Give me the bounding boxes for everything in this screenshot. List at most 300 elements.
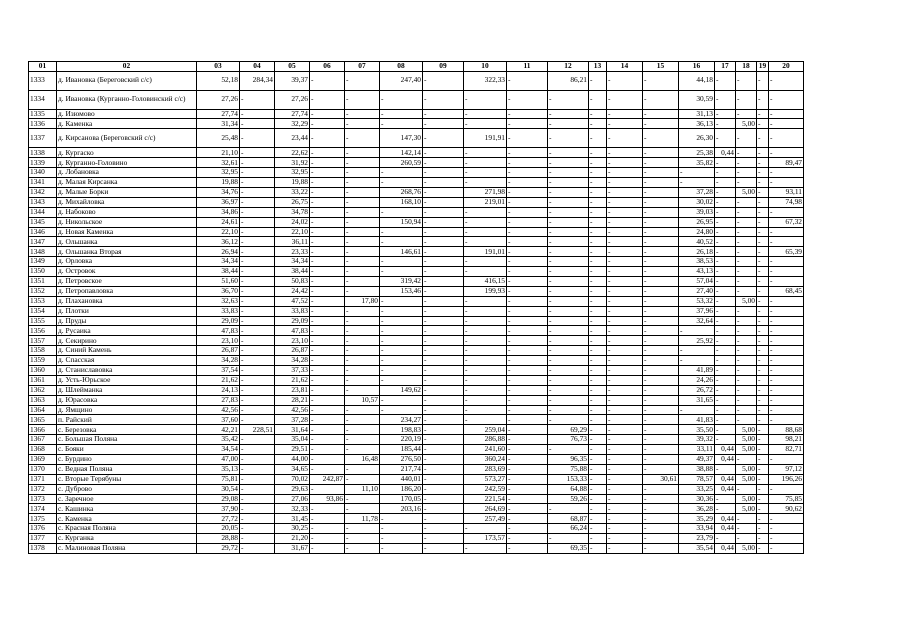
- value-cell: -: [643, 247, 679, 257]
- value-cell: 22,10: [197, 227, 240, 237]
- value-cell: -: [310, 296, 345, 306]
- value-cell: 35,13: [197, 464, 240, 474]
- value-cell: -: [589, 464, 607, 474]
- settlement-name-cell: д. Синий Камень: [57, 346, 197, 356]
- value-cell: -: [310, 207, 345, 217]
- value-cell: 75,88: [548, 464, 589, 474]
- value-cell: -: [423, 425, 464, 435]
- value-cell: 25,48: [197, 129, 240, 148]
- value-cell: 283,69: [464, 464, 507, 474]
- value-cell: -: [643, 435, 679, 445]
- value-cell: -: [607, 119, 643, 129]
- value-cell: 35,04: [275, 435, 310, 445]
- value-cell: -: [643, 306, 679, 316]
- value-cell: 21,62: [197, 375, 240, 385]
- row-number-cell: 1345: [29, 217, 57, 227]
- value-cell: 16,48: [345, 454, 380, 464]
- value-cell: -: [423, 247, 464, 257]
- row-number-cell: 1343: [29, 197, 57, 207]
- value-cell: -: [769, 514, 804, 524]
- value-cell: -: [643, 187, 679, 197]
- settlement-name-cell: с. Бояки: [57, 445, 197, 455]
- table-row: [29, 296, 804, 306]
- value-cell: -: [240, 544, 275, 554]
- row-number-cell: 1340: [29, 168, 57, 178]
- value-cell: -: [345, 119, 380, 129]
- value-cell: -: [507, 237, 548, 247]
- value-cell: -: [715, 504, 736, 514]
- value-cell: -: [380, 168, 423, 178]
- value-cell: 5,00: [736, 119, 757, 129]
- value-cell: -: [548, 148, 589, 158]
- value-cell: -: [345, 168, 380, 178]
- value-cell: 319,42: [380, 276, 423, 286]
- value-cell: -: [769, 484, 804, 494]
- value-cell: -: [589, 326, 607, 336]
- value-cell: 43,13: [679, 267, 715, 277]
- value-cell: -: [715, 425, 736, 435]
- value-cell: 247,40: [380, 71, 423, 90]
- value-cell: -: [757, 267, 769, 277]
- value-cell: -: [345, 504, 380, 514]
- value-cell: -: [464, 544, 507, 554]
- value-cell: -: [589, 129, 607, 148]
- value-cell: 82,71: [769, 445, 804, 455]
- value-cell: -: [757, 524, 769, 534]
- value-cell: 32,64: [679, 316, 715, 326]
- value-cell: -: [240, 227, 275, 237]
- value-cell: 49,37: [679, 454, 715, 464]
- table-row: [29, 514, 804, 524]
- value-cell: -: [643, 454, 679, 464]
- value-cell: -: [607, 217, 643, 227]
- value-cell: -: [464, 316, 507, 326]
- value-cell: -: [380, 257, 423, 267]
- value-cell: -: [507, 385, 548, 395]
- value-cell: 186,20: [380, 484, 423, 494]
- value-cell: -: [345, 445, 380, 455]
- value-cell: 5,00: [736, 445, 757, 455]
- value-cell: -: [769, 148, 804, 158]
- settlement-name-cell: д. Лобановка: [57, 168, 197, 178]
- value-cell: 39,32: [679, 435, 715, 445]
- value-cell: 199,93: [464, 286, 507, 296]
- table-row: [29, 395, 804, 405]
- value-cell: 185,44: [380, 445, 423, 455]
- value-cell: -: [548, 336, 589, 346]
- value-cell: -: [548, 296, 589, 306]
- column-header-15: 15: [643, 62, 679, 72]
- value-cell: -: [507, 494, 548, 504]
- value-cell: -: [464, 326, 507, 336]
- value-cell: -: [607, 385, 643, 395]
- value-cell: 33,94: [679, 524, 715, 534]
- value-cell: -: [643, 90, 679, 109]
- value-cell: -: [345, 435, 380, 445]
- value-cell: -: [607, 336, 643, 346]
- value-cell: 11,10: [345, 484, 380, 494]
- value-cell: -: [423, 494, 464, 504]
- value-cell: -: [548, 267, 589, 277]
- value-cell: -: [380, 356, 423, 366]
- table-row: [29, 464, 804, 474]
- value-cell: -: [423, 71, 464, 90]
- table-row: [29, 227, 804, 237]
- value-cell: 34,28: [197, 356, 240, 366]
- value-cell: -: [643, 425, 679, 435]
- value-cell: -: [310, 504, 345, 514]
- value-cell: -: [757, 316, 769, 326]
- value-cell: -: [423, 385, 464, 395]
- value-cell: 0,44: [715, 474, 736, 484]
- value-cell: -: [757, 90, 769, 109]
- value-cell: 42,56: [197, 405, 240, 415]
- value-cell: 257,49: [464, 514, 507, 524]
- value-cell: 93,11: [769, 187, 804, 197]
- value-cell: -: [345, 276, 380, 286]
- value-cell: -: [548, 237, 589, 247]
- value-cell: -: [736, 247, 757, 257]
- value-cell: 38,88: [679, 464, 715, 474]
- value-cell: -: [310, 227, 345, 237]
- value-cell: -: [345, 415, 380, 425]
- value-cell: -: [757, 119, 769, 129]
- value-cell: -: [345, 148, 380, 158]
- value-cell: -: [240, 484, 275, 494]
- value-cell: -: [643, 524, 679, 534]
- value-cell: 21,20: [275, 534, 310, 544]
- value-cell: 22,62: [275, 148, 310, 158]
- value-cell: 30,54: [197, 484, 240, 494]
- value-cell: -: [769, 71, 804, 90]
- value-cell: -: [757, 415, 769, 425]
- row-number-cell: 1347: [29, 237, 57, 247]
- value-cell: -: [548, 326, 589, 336]
- value-cell: -: [423, 119, 464, 129]
- value-cell: 5,00: [736, 464, 757, 474]
- value-cell: -: [757, 178, 769, 188]
- value-cell: -: [736, 514, 757, 524]
- value-cell: -: [769, 109, 804, 119]
- value-cell: -: [589, 385, 607, 395]
- value-cell: -: [757, 158, 769, 168]
- value-cell: -: [736, 178, 757, 188]
- value-cell: -: [464, 356, 507, 366]
- value-cell: 5,00: [736, 504, 757, 514]
- value-cell: -: [715, 296, 736, 306]
- value-cell: -: [423, 474, 464, 484]
- value-cell: 27,06: [275, 494, 310, 504]
- column-header-05: 05: [275, 62, 310, 72]
- value-cell: -: [423, 217, 464, 227]
- value-cell: -: [757, 544, 769, 554]
- row-number-cell: 1356: [29, 326, 57, 336]
- value-cell: 39,03: [679, 207, 715, 217]
- value-cell: -: [715, 247, 736, 257]
- value-cell: 90,62: [769, 504, 804, 514]
- value-cell: -: [310, 197, 345, 207]
- value-cell: -: [757, 504, 769, 514]
- value-cell: -: [240, 90, 275, 109]
- column-header-08: 08: [380, 62, 423, 72]
- table-row: [29, 178, 804, 188]
- value-cell: -: [310, 316, 345, 326]
- value-cell: -: [423, 276, 464, 286]
- value-cell: 37,90: [197, 504, 240, 514]
- value-cell: -: [757, 484, 769, 494]
- value-cell: -: [548, 257, 589, 267]
- value-cell: -: [310, 425, 345, 435]
- row-number-cell: 1375: [29, 514, 57, 524]
- value-cell: -: [507, 187, 548, 197]
- row-number-cell: 1358: [29, 346, 57, 356]
- value-cell: -: [345, 207, 380, 217]
- value-cell: -: [715, 415, 736, 425]
- value-cell: 219,01: [464, 197, 507, 207]
- value-cell: -: [345, 257, 380, 267]
- row-number-cell: 1367: [29, 435, 57, 445]
- column-header-03: 03: [197, 62, 240, 72]
- value-cell: 40,52: [679, 237, 715, 247]
- settlement-name-cell: с. Березовка: [57, 425, 197, 435]
- table-row: [29, 148, 804, 158]
- value-cell: -: [507, 276, 548, 286]
- column-header-12: 12: [548, 62, 589, 72]
- value-cell: -: [736, 375, 757, 385]
- value-cell: -: [240, 415, 275, 425]
- value-cell: 34,76: [197, 187, 240, 197]
- value-cell: -: [589, 346, 607, 356]
- value-cell: -: [380, 365, 423, 375]
- value-cell: 5,00: [736, 544, 757, 554]
- value-cell: 89,47: [769, 158, 804, 168]
- value-cell: -: [240, 109, 275, 119]
- value-cell: -: [589, 187, 607, 197]
- value-cell: -: [607, 524, 643, 534]
- value-cell: -: [345, 286, 380, 296]
- value-cell: -: [423, 544, 464, 554]
- value-cell: -: [310, 484, 345, 494]
- value-cell: -: [464, 168, 507, 178]
- row-number-cell: 1362: [29, 385, 57, 395]
- value-cell: 35,42: [197, 435, 240, 445]
- value-cell: -: [769, 454, 804, 464]
- value-cell: 203,16: [380, 504, 423, 514]
- table-row: [29, 187, 804, 197]
- value-cell: -: [607, 286, 643, 296]
- value-cell: -: [607, 474, 643, 484]
- value-cell: -: [548, 197, 589, 207]
- value-cell: 23,10: [275, 336, 310, 346]
- value-cell: -: [757, 494, 769, 504]
- value-cell: -: [380, 534, 423, 544]
- value-cell: -: [423, 168, 464, 178]
- value-cell: -: [607, 296, 643, 306]
- table-row: [29, 247, 804, 257]
- value-cell: -: [423, 464, 464, 474]
- value-cell: -: [736, 90, 757, 109]
- value-cell: -: [643, 375, 679, 385]
- value-cell: -: [310, 129, 345, 148]
- value-cell: -: [310, 524, 345, 534]
- value-cell: 27,26: [197, 90, 240, 109]
- value-cell: -: [769, 119, 804, 129]
- value-cell: -: [607, 227, 643, 237]
- table-row: [29, 168, 804, 178]
- value-cell: 21,10: [197, 148, 240, 158]
- value-cell: -: [715, 356, 736, 366]
- row-number-cell: 1374: [29, 504, 57, 514]
- value-cell: -: [464, 336, 507, 346]
- value-cell: -: [757, 385, 769, 395]
- value-cell: 42,21: [197, 425, 240, 435]
- column-header-17: 17: [715, 62, 736, 72]
- value-cell: -: [310, 375, 345, 385]
- value-cell: -: [464, 296, 507, 306]
- settlement-name-cell: д. Михайловка: [57, 197, 197, 207]
- value-cell: -: [240, 187, 275, 197]
- value-cell: -: [757, 375, 769, 385]
- value-cell: -: [423, 187, 464, 197]
- value-cell: -: [643, 415, 679, 425]
- value-cell: -: [464, 524, 507, 534]
- value-cell: 78,57: [679, 474, 715, 484]
- value-cell: -: [607, 534, 643, 544]
- value-cell: -: [769, 207, 804, 217]
- value-cell: -: [757, 168, 769, 178]
- value-cell: 220,19: [380, 435, 423, 445]
- value-cell: -: [240, 365, 275, 375]
- value-cell: -: [345, 306, 380, 316]
- table-row: [29, 90, 804, 109]
- value-cell: 31,67: [275, 544, 310, 554]
- value-cell: 23,81: [275, 385, 310, 395]
- settlement-name-cell: д. Орловка: [57, 257, 197, 267]
- value-cell: -: [589, 484, 607, 494]
- value-cell: -: [423, 109, 464, 119]
- value-cell: 5,00: [736, 425, 757, 435]
- value-cell: -: [679, 356, 715, 366]
- value-cell: -: [643, 148, 679, 158]
- value-cell: -: [423, 484, 464, 494]
- value-cell: -: [507, 445, 548, 455]
- value-cell: 29,72: [197, 544, 240, 554]
- value-cell: -: [715, 90, 736, 109]
- value-cell: -: [589, 148, 607, 158]
- value-cell: 37,33: [275, 365, 310, 375]
- settlement-name-cell: с. Красная Поляна: [57, 524, 197, 534]
- value-cell: 191,91: [464, 129, 507, 148]
- table-row: [29, 415, 804, 425]
- value-cell: 5,00: [736, 187, 757, 197]
- value-cell: -: [607, 425, 643, 435]
- row-number-cell: 1373: [29, 494, 57, 504]
- value-cell: -: [380, 346, 423, 356]
- value-cell: -: [507, 119, 548, 129]
- value-cell: -: [310, 158, 345, 168]
- value-cell: -: [757, 207, 769, 217]
- row-number-cell: 1357: [29, 336, 57, 346]
- value-cell: -: [607, 109, 643, 119]
- value-cell: -: [548, 90, 589, 109]
- value-cell: 416,15: [464, 276, 507, 286]
- value-cell: 31,45: [275, 514, 310, 524]
- value-cell: -: [736, 197, 757, 207]
- value-cell: -: [607, 544, 643, 554]
- row-number-cell: 1342: [29, 187, 57, 197]
- value-cell: -: [345, 346, 380, 356]
- row-number-cell: 1344: [29, 207, 57, 217]
- value-cell: -: [757, 356, 769, 366]
- value-cell: -: [736, 484, 757, 494]
- table-row: [29, 129, 804, 148]
- value-cell: 24,13: [197, 385, 240, 395]
- value-cell: -: [643, 237, 679, 247]
- value-cell: 0,44: [715, 514, 736, 524]
- value-cell: -: [423, 197, 464, 207]
- value-cell: 28,21: [275, 395, 310, 405]
- value-cell: -: [240, 168, 275, 178]
- settlement-name-cell: д. Ольшанка Вторая: [57, 247, 197, 257]
- value-cell: -: [380, 524, 423, 534]
- value-cell: -: [240, 375, 275, 385]
- value-cell: -: [769, 316, 804, 326]
- value-cell: -: [757, 237, 769, 247]
- value-cell: -: [380, 306, 423, 316]
- value-cell: -: [607, 415, 643, 425]
- value-cell: -: [548, 534, 589, 544]
- value-cell: -: [380, 267, 423, 277]
- value-cell: -: [464, 375, 507, 385]
- value-cell: -: [643, 514, 679, 524]
- value-cell: -: [548, 346, 589, 356]
- settlement-name-cell: п. Райский: [57, 415, 197, 425]
- value-cell: 170,05: [380, 494, 423, 504]
- settlement-name-cell: д. Ямщино: [57, 405, 197, 415]
- value-cell: 27,40: [679, 286, 715, 296]
- value-cell: 50,83: [275, 276, 310, 286]
- column-header-09: 09: [423, 62, 464, 72]
- table-row: [29, 375, 804, 385]
- value-cell: 23,10: [197, 336, 240, 346]
- value-cell: -: [507, 375, 548, 385]
- table-row: [29, 484, 804, 494]
- value-cell: -: [345, 365, 380, 375]
- table-row: [29, 197, 804, 207]
- value-cell: -: [548, 129, 589, 148]
- row-number-cell: 1363: [29, 395, 57, 405]
- value-cell: 242,59: [464, 484, 507, 494]
- value-cell: -: [736, 71, 757, 90]
- value-cell: -: [736, 454, 757, 464]
- value-cell: -: [240, 237, 275, 247]
- value-cell: -: [607, 247, 643, 257]
- value-cell: -: [548, 187, 589, 197]
- value-cell: -: [715, 217, 736, 227]
- value-cell: -: [380, 375, 423, 385]
- row-number-cell: 1376: [29, 524, 57, 534]
- value-cell: -: [507, 306, 548, 316]
- value-cell: 38,44: [275, 267, 310, 277]
- value-cell: 37,54: [197, 365, 240, 375]
- value-cell: -: [715, 306, 736, 316]
- value-cell: -: [757, 514, 769, 524]
- table-row: [29, 425, 804, 435]
- value-cell: -: [240, 534, 275, 544]
- value-cell: -: [345, 247, 380, 257]
- value-cell: -: [464, 178, 507, 188]
- value-cell: 33,25: [679, 484, 715, 494]
